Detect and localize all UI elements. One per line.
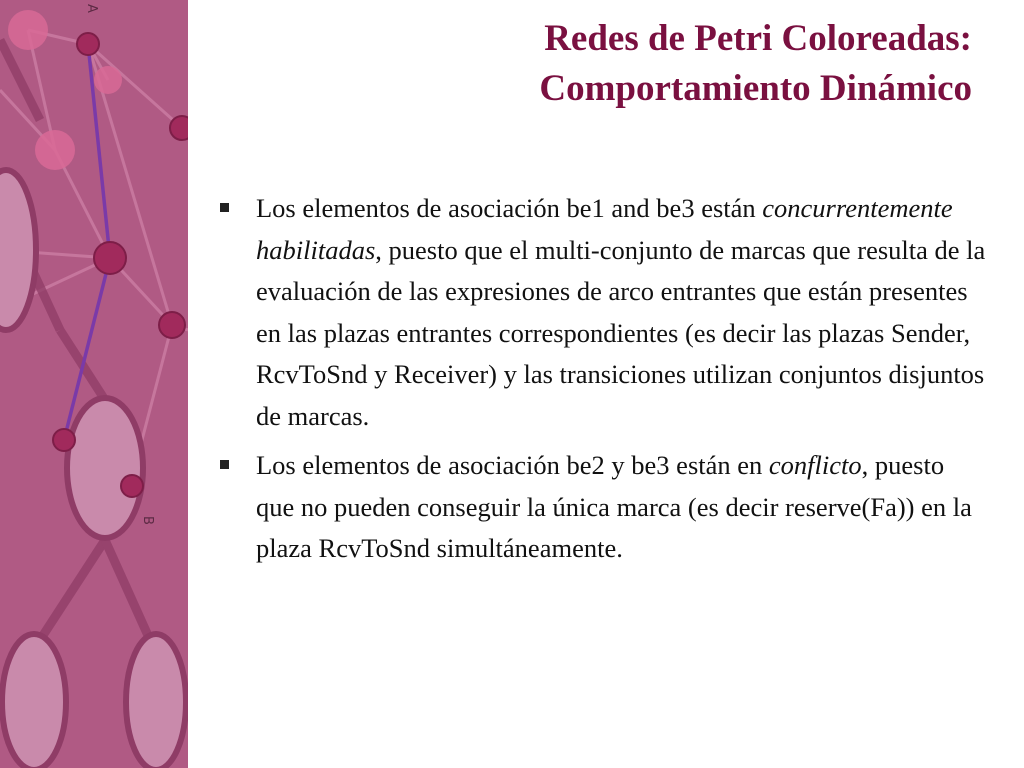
title-line-2: Comportamiento Dinámico <box>539 68 972 109</box>
bullet-text-post: , puesto que no pueden conseguir la única marca (es decir reserve(Fa)) en la plaza RcvToSnd simultáneamente. <box>256 450 972 563</box>
square-bullet-icon <box>220 460 229 469</box>
title-line-1: Redes de Petri Coloreadas: <box>544 18 972 59</box>
bullet-item-conflict <box>216 445 986 570</box>
bullet-text-post: , puesto que el multi-conjunto de marcas que resulta de la evaluación de las expresiones de arco entrantes que están presentes en las plazas entrantes correspondientes (es decir las plazas Sender, RcvToSnd y Receiver) y las transiciones utilizan conjuntos disjuntos de marcas. <box>256 234 986 431</box>
bullet-text-emphasis: concurrentemente habilitadas <box>256 193 953 265</box>
bullet-text-pre: Los elementos de asociación be1 and be3 están <box>256 193 763 223</box>
bullet-text-pre: Los elementos de asociación be2 y be3 están en <box>256 450 769 480</box>
decorative-network-panel <box>0 0 188 768</box>
bullet-list <box>216 188 986 578</box>
node-label-b: B <box>140 516 155 525</box>
slide-title <box>252 14 972 114</box>
square-bullet-icon <box>220 203 229 212</box>
network-graphic <box>0 0 188 768</box>
node-label-a: A <box>84 4 99 13</box>
bullet-text-emphasis: conflicto <box>768 450 862 480</box>
bullet-item-concurrency <box>216 188 986 437</box>
